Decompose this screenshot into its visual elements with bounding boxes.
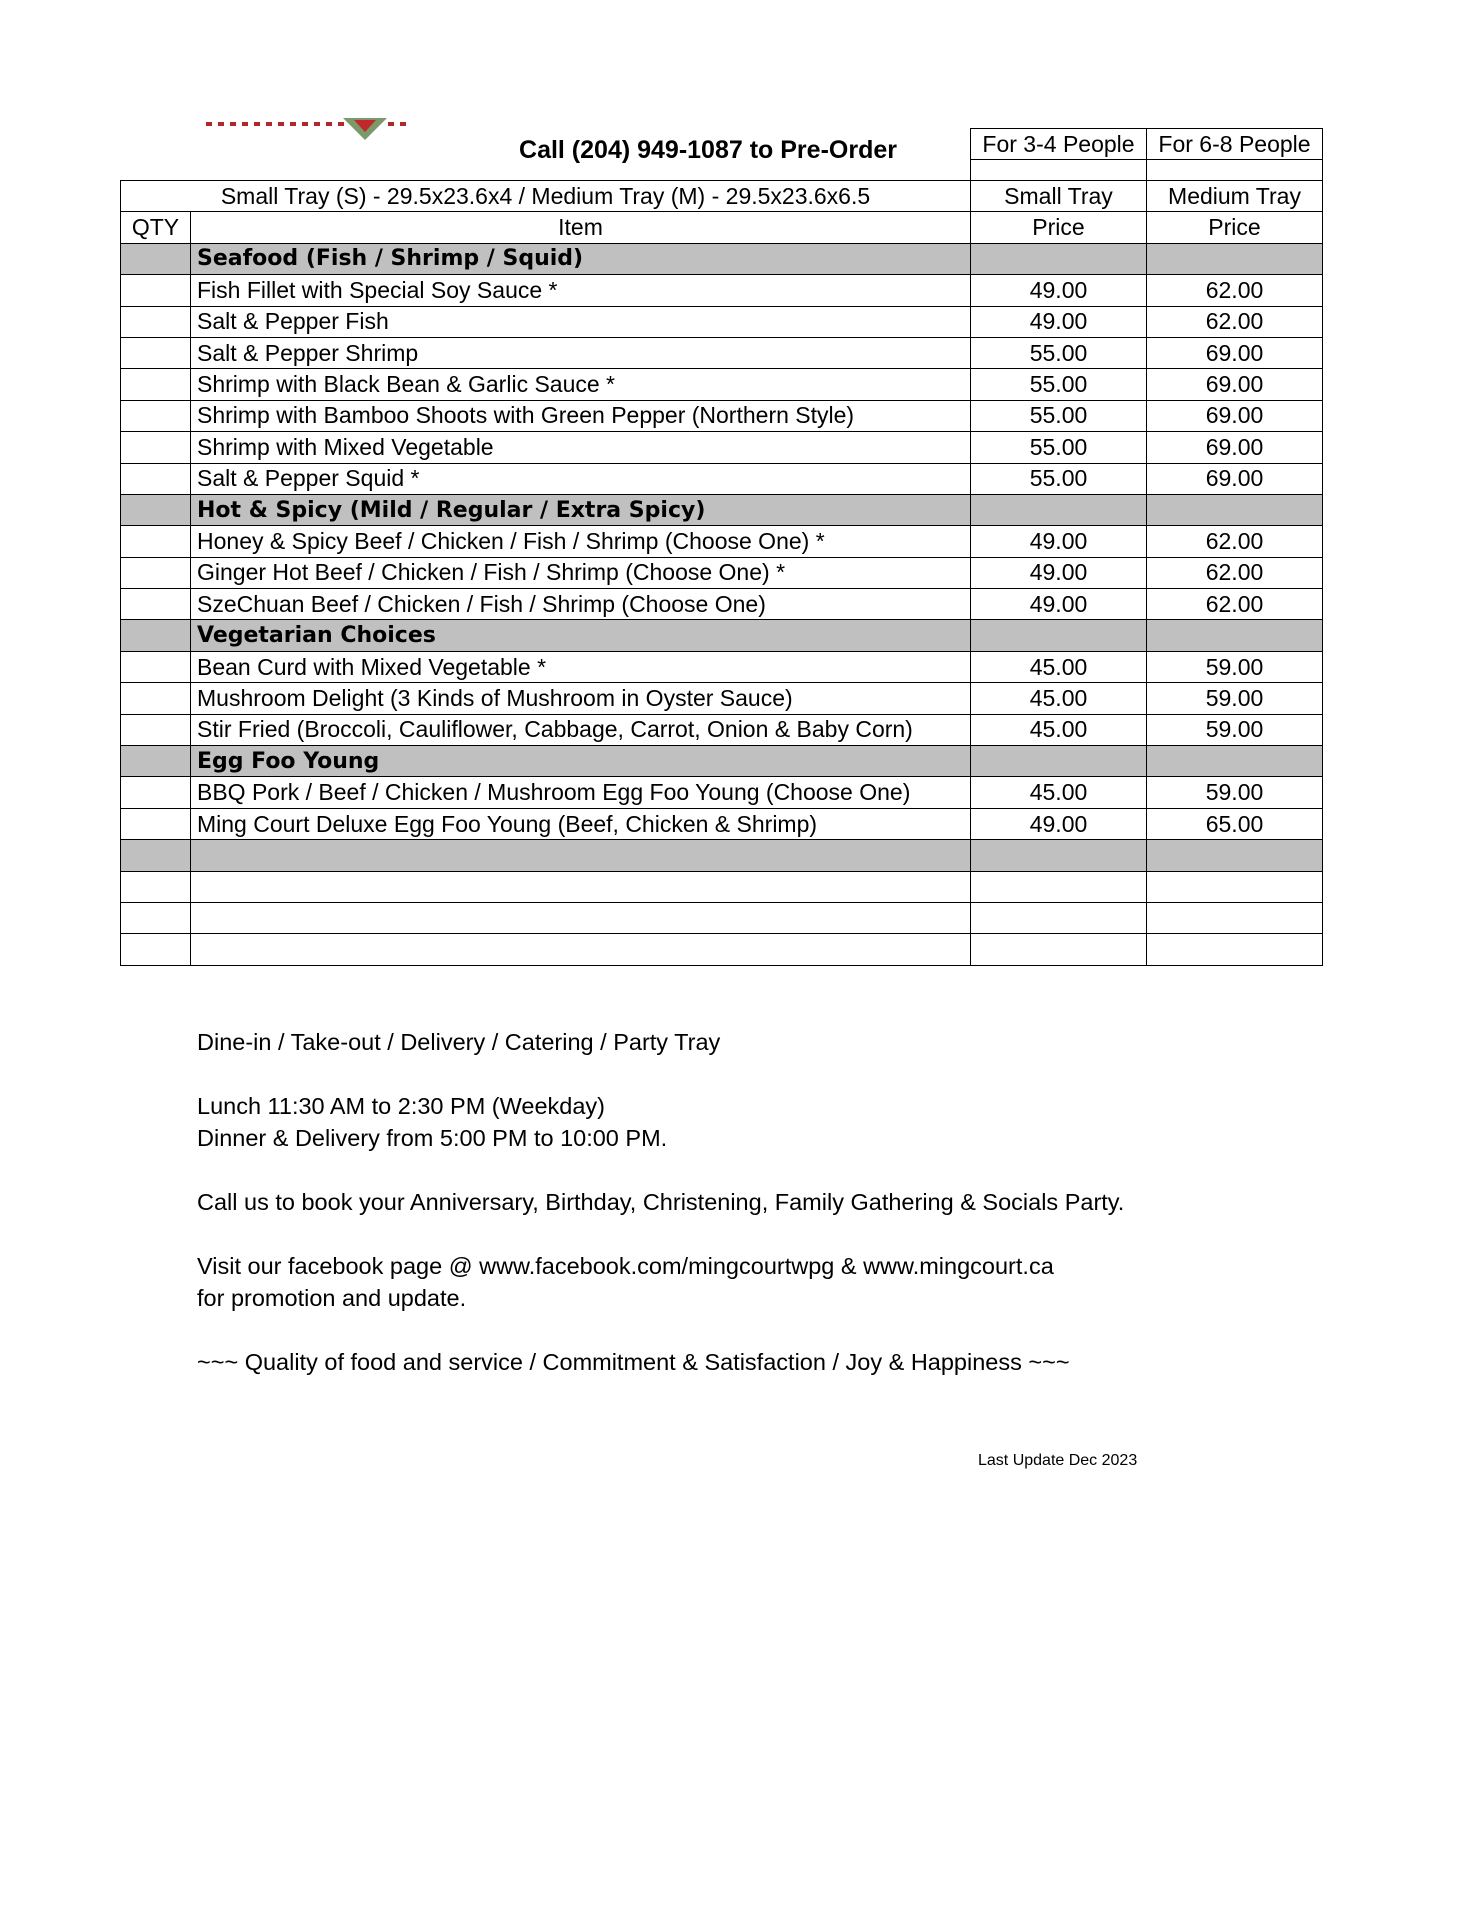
medium-price: 59.00 [1147,651,1323,682]
small-price: 49.00 [971,306,1147,337]
qty-cell [121,808,191,839]
item-cell [191,840,971,871]
item-cell [191,934,971,965]
small-price-header: Price [971,212,1147,243]
item-name: Fish Fillet with Special Soy Sauce * [191,275,971,306]
medium-price: 69.00 [1147,432,1323,463]
people-header-row [121,129,1323,160]
item-name: Shrimp with Black Bean & Garlic Sauce * [191,369,971,400]
medium-price-cell [1147,902,1323,933]
qty-cell [121,463,191,494]
table-row [121,557,1323,588]
qty-cell [121,902,191,933]
table-row [121,777,1323,808]
table-row [121,400,1323,431]
table-row [121,714,1323,745]
menu-table [120,128,1323,966]
table-row [121,463,1323,494]
qty-cell [121,620,191,651]
medium-price: 62.00 [1147,589,1323,620]
small-price-cell [971,494,1147,525]
table-row [121,306,1323,337]
qty-header: QTY [121,212,191,243]
tray-sizes-label: Small Tray (S) - 29.5x23.6x4 / Medium Tray (M) - 29.5x23.6x6.5 [121,181,971,212]
qty-cell [121,714,191,745]
qty-cell [121,494,191,525]
medium-price: 62.00 [1147,557,1323,588]
item-name: Shrimp with Mixed Vegetable [191,432,971,463]
small-price-cell [971,746,1147,777]
category-row [121,620,1323,651]
category-title: Egg Foo Young [191,746,971,777]
qty-cell [121,934,191,965]
small-price: 45.00 [971,651,1147,682]
small-price-cell [971,871,1147,902]
medium-price-header: Price [1147,212,1323,243]
item-cell [191,902,971,933]
small-price: 45.00 [971,714,1147,745]
table-row [121,683,1323,714]
qty-cell [121,400,191,431]
booking-line: Call us to book your Anniversary, Birthday, Christening, Family Gathering & Socials Party. [197,1189,1125,1215]
promo-line: for promotion and update. [197,1285,467,1311]
category-row [121,494,1323,525]
table-row [121,526,1323,557]
item-name: Bean Curd with Mixed Vegetable * [191,651,971,682]
item-name: BBQ Pork / Beef / Chicken / Mushroom Egg Foo Young (Choose One) [191,777,971,808]
lunch-hours: Lunch 11:30 AM to 2:30 PM (Weekday) [197,1093,605,1119]
medium-price: 69.00 [1147,400,1323,431]
motto-line: ~~~ Quality of food and service / Commitment & Satisfaction / Joy & Happiness ~~~ [197,1349,1070,1375]
item-name: Ming Court Deluxe Egg Foo Young (Beef, Chicken & Shrimp) [191,808,971,839]
medium-price-cell [1147,746,1323,777]
menu-table-body [121,129,1323,966]
medium-tray-header: Medium Tray [1147,181,1323,212]
small-price: 45.00 [971,683,1147,714]
preorder-phone-heading: Call (204) 949-1087 to Pre-Order [519,136,897,164]
small-price: 55.00 [971,337,1147,368]
facebook-line: Visit our facebook page @ www.facebook.com/mingcourtwpg & www.mingcourt.ca [197,1253,1054,1279]
qty-cell [121,683,191,714]
qty-cell [121,871,191,902]
category-row [121,746,1323,777]
medium-price-cell [1147,620,1323,651]
blank-cell [121,160,971,181]
empty-row [121,902,1323,933]
item-name: Salt & Pepper Squid * [191,463,971,494]
logo-lettering-fragment-right [388,122,412,126]
item-name: SzeChuan Beef / Chicken / Fish / Shrimp (Choose One) [191,589,971,620]
small-people-header: For 3-4 People [971,129,1147,160]
tray-size-row [121,181,1323,212]
category-title: Seafood (Fish / Shrimp / Squid) [191,243,971,274]
small-price: 45.00 [971,777,1147,808]
category-title: Vegetarian Choices [191,620,971,651]
qty-cell [121,840,191,871]
qty-cell [121,651,191,682]
services-line: Dine-in / Take-out / Delivery / Catering / Party Tray [197,1029,721,1055]
spacer-cell [971,160,1147,181]
medium-price-cell [1147,494,1323,525]
small-price-cell [971,243,1147,274]
table-row [121,589,1323,620]
small-price: 49.00 [971,275,1147,306]
medium-price: 69.00 [1147,369,1323,400]
small-price: 49.00 [971,526,1147,557]
table-row [121,369,1323,400]
category-row [121,243,1323,274]
small-price: 55.00 [971,432,1147,463]
dinner-hours: Dinner & Delivery from 5:00 PM to 10:00 PM. [197,1125,668,1151]
qty-cell [121,557,191,588]
small-price: 55.00 [971,463,1147,494]
medium-price-cell [1147,243,1323,274]
qty-cell [121,369,191,400]
small-price-cell [971,620,1147,651]
qty-cell [121,746,191,777]
item-name: Mushroom Delight (3 Kinds of Mushroom in Oyster Sauce) [191,683,971,714]
category-title: Hot & Spicy (Mild / Regular / Extra Spicy) [191,494,971,525]
empty-row [121,934,1323,965]
qty-cell [121,432,191,463]
table-row [121,808,1323,839]
last-update-label: Last Update Dec 2023 [978,1452,1138,1469]
small-price-cell [971,840,1147,871]
item-name: Honey & Spicy Beef / Chicken / Fish / Shrimp (Choose One) * [191,526,971,557]
table-row [121,275,1323,306]
small-price: 49.00 [971,808,1147,839]
item-header: Item [191,212,971,243]
medium-price: 65.00 [1147,808,1323,839]
medium-price: 59.00 [1147,777,1323,808]
medium-price: 62.00 [1147,306,1323,337]
item-name: Ginger Hot Beef / Chicken / Fish / Shrimp (Choose One) * [191,557,971,588]
restaurant-info [197,1026,1297,1378]
blank-cell [121,129,971,160]
qty-cell [121,589,191,620]
medium-price-cell [1147,871,1323,902]
small-price-cell [971,902,1147,933]
item-name: Shrimp with Bamboo Shoots with Green Pepper (Northern Style) [191,400,971,431]
table-row [121,651,1323,682]
table-row [121,337,1323,368]
qty-cell [121,337,191,368]
item-name: Salt & Pepper Fish [191,306,971,337]
small-price: 49.00 [971,589,1147,620]
qty-cell [121,306,191,337]
small-price-cell [971,934,1147,965]
empty-row [121,840,1323,871]
qty-cell [121,275,191,306]
medium-price-cell [1147,934,1323,965]
small-tray-header: Small Tray [971,181,1147,212]
small-price: 55.00 [971,369,1147,400]
empty-row [121,871,1323,902]
medium-price: 69.00 [1147,463,1323,494]
small-price: 49.00 [971,557,1147,588]
qty-cell [121,526,191,557]
item-name: Salt & Pepper Shrimp [191,337,971,368]
spacer-row [121,160,1323,181]
medium-price: 59.00 [1147,714,1323,745]
medium-people-header: For 6-8 People [1147,129,1323,160]
spacer-cell [1147,160,1323,181]
small-price: 55.00 [971,400,1147,431]
medium-price: 69.00 [1147,337,1323,368]
medium-price: 59.00 [1147,683,1323,714]
medium-price: 62.00 [1147,275,1323,306]
medium-price-cell [1147,840,1323,871]
qty-cell [121,243,191,274]
logo-lettering-fragment [206,122,346,126]
item-cell [191,871,971,902]
column-header-row [121,212,1323,243]
qty-cell [121,777,191,808]
table-row [121,432,1323,463]
item-name: Stir Fried (Broccoli, Cauliflower, Cabbage, Carrot, Onion & Baby Corn) [191,714,971,745]
medium-price: 62.00 [1147,526,1323,557]
